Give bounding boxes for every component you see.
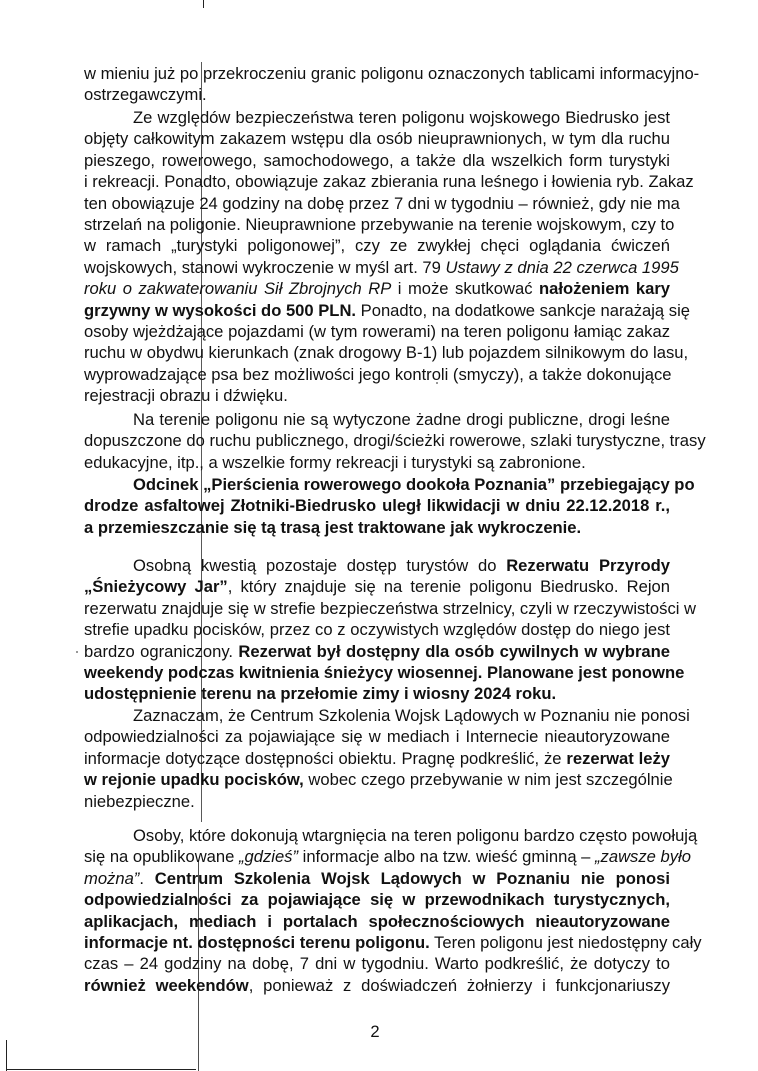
paragraph-1 bbox=[84, 63, 700, 106]
paragraph-7 bbox=[84, 825, 702, 996]
danger-emphasis: w rejonie upadku pocisków, bbox=[84, 770, 304, 790]
text-line: aplikacjach, mediach i portalach społecznościowych nieautoryzowane bbox=[84, 911, 670, 931]
text-line: Odcinek „Pierścienia rowerowego dookoła Poznania” przebiegający po bbox=[133, 475, 695, 494]
text-line: osoby wjeżdżające pojazdami (w tym rowerami) na teren poligonu łamiąc zakaz bbox=[84, 321, 670, 341]
text-line bbox=[84, 555, 670, 576]
text-run: i może skutkować bbox=[391, 279, 539, 299]
text-line: Ze względów bezpieczeństwa teren poligonu wojskowego Biedrusko jest bbox=[133, 108, 670, 127]
paragraph-3 bbox=[84, 409, 706, 473]
text-line bbox=[84, 576, 670, 597]
text-line: strefie upadku pocisków, przez co z oczywistych względów dostęp do niego jest bbox=[84, 620, 670, 640]
text-line bbox=[84, 641, 670, 662]
text-run: się na opublikowane bbox=[84, 847, 239, 867]
text-line: wyprowadzające psa bez możliwości jego kontroli (smyczy), a także dokonujące bbox=[84, 364, 672, 384]
text-run: informacje albo na tzw. wieść gminną – bbox=[298, 847, 596, 867]
text-line: strzelań na poligonie. Nieuprawnione przebywanie na terenie wojskowym, czy to bbox=[84, 214, 675, 234]
text-line bbox=[84, 932, 702, 953]
fine-emphasis: grzywny w wysokości do 500 PLN. bbox=[84, 300, 357, 320]
danger-emphasis: rezerwat leży bbox=[566, 748, 670, 768]
text-run: Ponadto, na dodatkowe sankcje narażają się bbox=[356, 300, 690, 320]
availability-emphasis: Rezerwat był dostępny dla osób cywilnych w wybrane bbox=[238, 641, 670, 661]
paragraph-5 bbox=[84, 555, 697, 705]
paragraph-6 bbox=[84, 705, 690, 812]
text-line: rezerwatu znajduje się w strefie bezpieczeństwa strzelnicy, czyli w rzeczywistości w bbox=[84, 598, 697, 618]
text-line bbox=[84, 748, 670, 769]
reserve-name: Rezerwatu Przyrody bbox=[506, 556, 670, 575]
text-run: bardzo ograniczony. bbox=[84, 641, 239, 661]
quoted-phrase: „zawsze było bbox=[595, 847, 691, 867]
scan-speck bbox=[76, 651, 78, 653]
text-run: wojskowych, stanowi wykroczenie w myśl art. 79 bbox=[84, 257, 446, 277]
statute-reference: roku o zakwaterowaniu Sił Zbrojnych RP bbox=[84, 279, 392, 299]
text-line bbox=[84, 278, 670, 299]
text-line: weekendy podczas kwitnienia śnieżycy wiosennej. Planowane jest ponowne bbox=[84, 662, 685, 682]
reserve-name: „Śnieżycowy Jar” bbox=[84, 577, 228, 597]
text-run: , który znajduje się na terenie poligonu Biedrusko. Rejon bbox=[227, 577, 670, 597]
text-line bbox=[84, 868, 670, 889]
text-line bbox=[84, 975, 670, 996]
text-line bbox=[84, 846, 691, 867]
text-line: odpowiedzialności za pojawiające się w przewodnikach turystycznych, bbox=[84, 890, 670, 910]
text-line: udostępnienie terenu na przełomie zimy i wiosny 2024 roku. bbox=[84, 684, 557, 704]
text-line: pieszego, rowerowego, samochodowego, a także dla wszelkich form turystyki bbox=[84, 150, 670, 170]
text-run: , ponieważ z doświadczeń żołnierzy i funkcjonariuszy bbox=[248, 975, 670, 995]
text-line bbox=[84, 769, 673, 790]
scan-line-baseline bbox=[6, 1069, 196, 1070]
weekend-emphasis: również weekendów bbox=[84, 975, 249, 995]
text-run: . bbox=[139, 868, 155, 888]
text-line: Na terenie poligonu nie są wytyczone żadne drogi publiczne, drogi leśne bbox=[133, 410, 670, 429]
paragraph-4 bbox=[84, 474, 695, 538]
text-line: drodze asfaltowej Złotniki-Biedrusko uległ likwidacji w dniu 22.12.2018 r., bbox=[84, 496, 670, 516]
responsibility-emphasis: informacje nt. dostępności terenu poligonu. bbox=[84, 932, 430, 952]
paragraph-2 bbox=[84, 107, 694, 406]
text-line: Osoby, które dokonują wtargnięcia na teren poligonu bardzo często powołują bbox=[133, 826, 698, 845]
text-line: ten obowiązuje 24 godziny na dobę przez 7 dni w tygodniu – również, gdy nie ma bbox=[84, 193, 680, 213]
text-line: rejestracji obrazu i dźwięku. bbox=[84, 386, 288, 406]
text-line: ruchu w obydwu kierunkach (znak drogowy B-1) lub pojazdem silnikowym do lasu, bbox=[84, 343, 689, 363]
text-line: czas – 24 godziny na dobę, 7 dni w tygodniu. Warto podkreślić, że dotyczy to bbox=[84, 954, 670, 974]
fine-emphasis: nałożeniem kary bbox=[539, 279, 670, 299]
text-run: wobec czego przebywanie w nim jest szczególnie bbox=[303, 770, 673, 790]
text-line: Zaznaczam, że Centrum Szkolenia Wojsk Lądowych w Poznaniu nie ponosi bbox=[133, 706, 690, 725]
text-line: niebezpieczne. bbox=[84, 791, 195, 811]
text-line: edukacyjne, itp., a wszelkie formy rekreacji i turystyki są zabronione. bbox=[84, 452, 586, 472]
page-number: 2 bbox=[370, 1022, 380, 1041]
text-line: a przemieszczanie się tą trasą jest traktowane jak wykroczenie. bbox=[84, 517, 582, 537]
statute-reference: Ustawy z dnia 22 czerwca 1995 bbox=[445, 257, 679, 277]
text-line bbox=[84, 257, 679, 278]
text-line: ostrzegawczymi. bbox=[84, 85, 207, 105]
text-line: dopuszczone do ruchu publicznego, drogi/ścieżki rowerowe, szlaki turystyczne, trasy bbox=[84, 431, 706, 451]
text-run: Teren poligonu jest niedostępny cały bbox=[429, 932, 702, 952]
text-run: Osobną kwestią pozostaje dostęp turystów do bbox=[133, 556, 507, 575]
scan-line-left-edge bbox=[6, 1040, 7, 1071]
responsibility-emphasis: Centrum Szkolenia Wojsk Lądowych w Poznaniu nie ponosi bbox=[154, 868, 670, 888]
quoted-phrase: „gdzieś” bbox=[238, 847, 299, 867]
text-line: odpowiedzialności za pojawiające się w mediach i Internecie nieautoryzowane bbox=[84, 727, 670, 747]
text-line: w mieniu już po przekroczeniu granic poligonu oznaczonych tablicami informacyjno- bbox=[84, 64, 700, 83]
text-line bbox=[84, 300, 690, 321]
scan-line-top bbox=[203, 0, 204, 8]
text-line: i rekreacji. Ponadto, obowiązuje zakaz zbierania runa leśnego i łowienia ryb. Zakaz bbox=[84, 172, 694, 192]
text-run: informacje dotyczące dostępności obiektu. Pragnę podkreślić, że bbox=[84, 748, 567, 768]
quoted-phrase: można” bbox=[84, 868, 140, 888]
text-line: w ramach „turystyki poligonowej”, czy ze zwykłej chęci oglądania ćwiczeń bbox=[84, 236, 670, 256]
text-line: objęty całkowitym zakazem wstępu dla osób nieuprawnionych, w tym dla ruchu bbox=[84, 129, 670, 149]
